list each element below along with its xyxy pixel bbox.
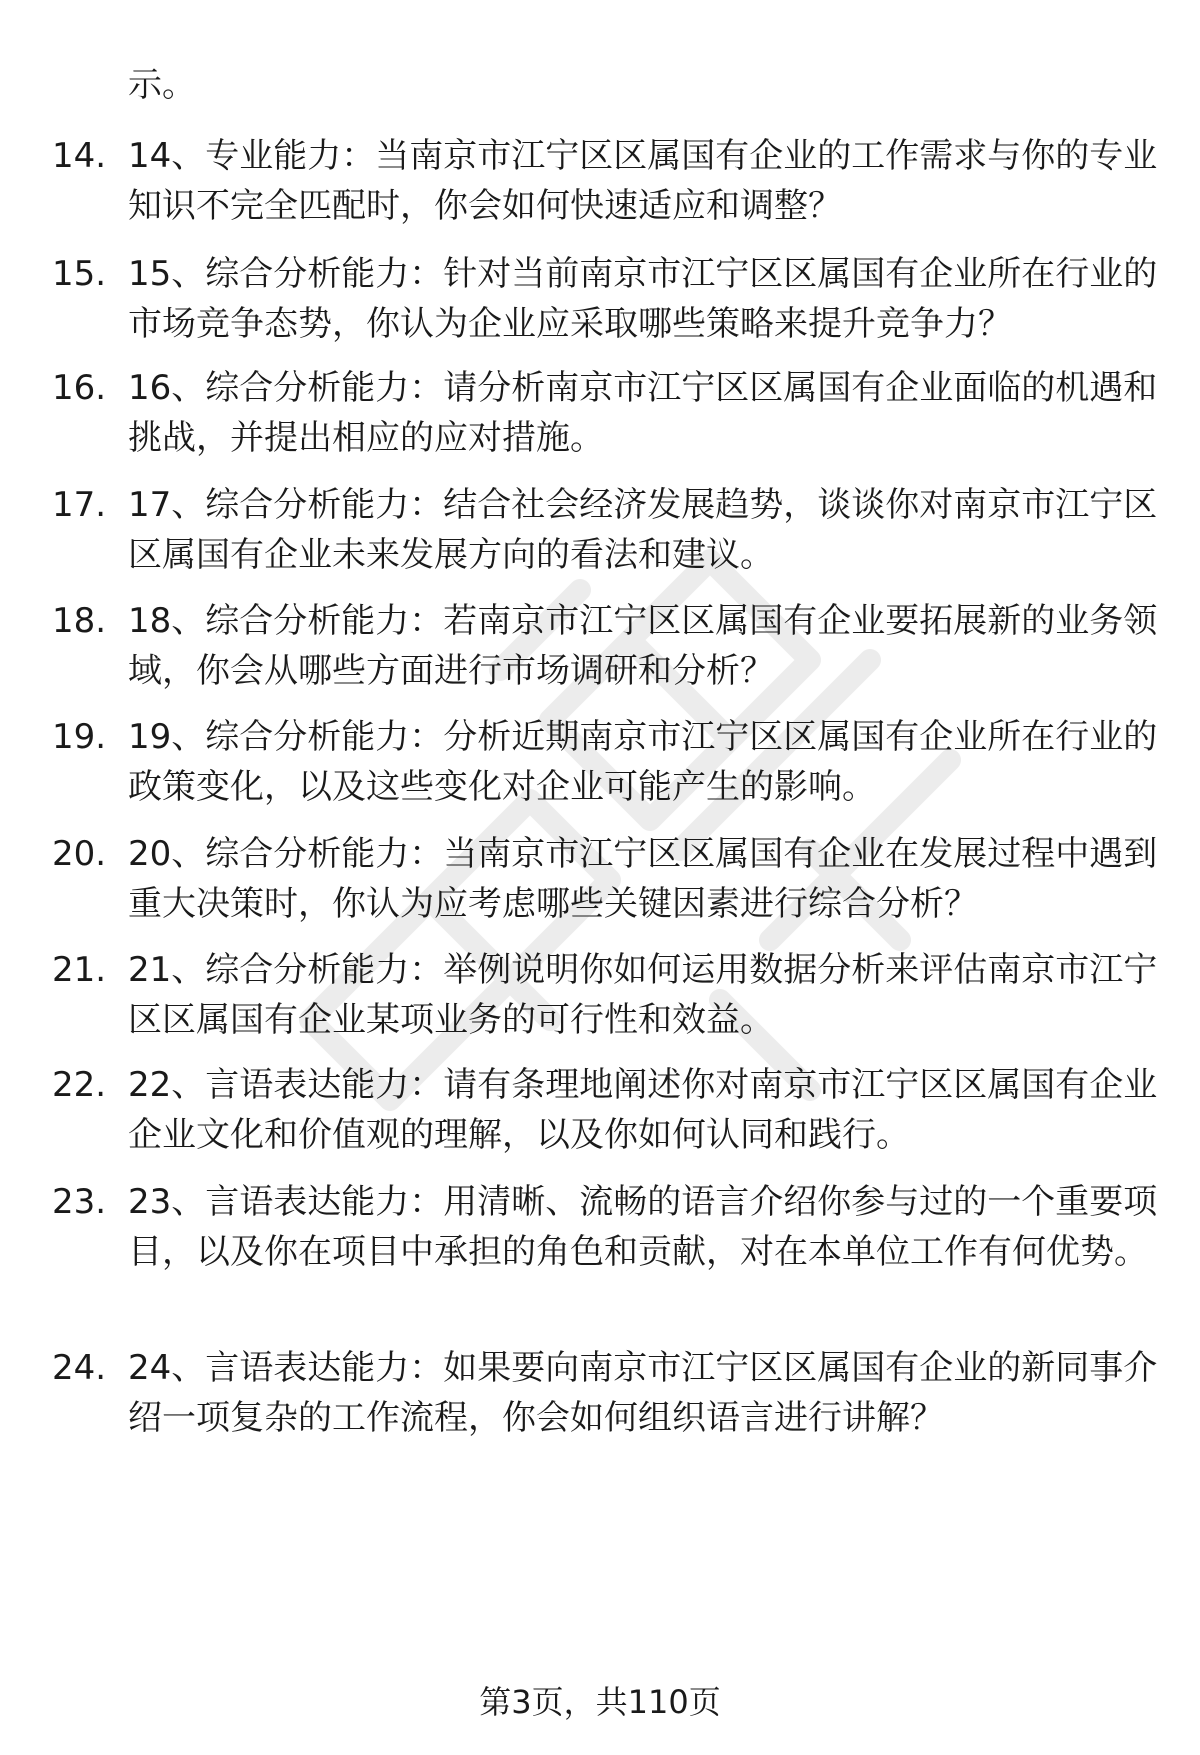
item-number: 15. [52, 254, 107, 294]
item-number: 23. [52, 1182, 107, 1222]
item-text: 17、综合分析能力：结合社会经济发展趋势，谈谈你对南京市江宁区区属国有企业未来发展方向的看法和建议。 [128, 485, 1158, 575]
list-item [52, 829, 1162, 929]
list-item [52, 712, 1162, 812]
item-number: 20. [52, 834, 107, 874]
item-text: 19、综合分析能力：分析近期南京市江宁区区属国有企业所在行业的政策变化，以及这些变化对企业可能产生的影响。 [128, 717, 1158, 807]
item-number: 22. [52, 1065, 107, 1105]
list-item [52, 363, 1162, 463]
list-item [52, 1177, 1162, 1277]
list-item [52, 596, 1162, 696]
list-item [52, 249, 1162, 349]
item-text: 24、言语表达能力：如果要向南京市江宁区区属国有企业的新同事介绍一项复杂的工作流程，你会如何组织语言进行讲解？ [128, 1348, 1158, 1438]
item-text: 20、综合分析能力：当南京市江宁区区属国有企业在发展过程中遇到重大决策时，你认为应考虑哪些关键因素进行综合分析？ [128, 834, 1158, 924]
continuation-text: 示。 [128, 65, 196, 105]
item-number: 18. [52, 601, 107, 641]
item-number: 14. [52, 136, 107, 176]
item-number: 16. [52, 368, 107, 408]
item-text: 18、综合分析能力：若南京市江宁区区属国有企业要拓展新的业务领域，你会从哪些方面进行市场调研和分析？ [128, 601, 1158, 691]
list-item [52, 131, 1162, 231]
list-item [52, 945, 1162, 1045]
item-number: 24. [52, 1348, 107, 1388]
item-text: 14、专业能力：当南京市江宁区区属国有企业的工作需求与你的专业知识不完全匹配时，你会如何快速适应和调整？ [128, 136, 1158, 226]
item-text: 15、综合分析能力：针对当前南京市江宁区区属国有企业所在行业的市场竞争态势，你认为企业应采取哪些策略来提升竞争力？ [128, 254, 1158, 344]
list-item [52, 480, 1162, 580]
item-text: 21、综合分析能力：举例说明你如何运用数据分析来评估南京市江宁区区属国有企业某项业务的可行性和效益。 [128, 950, 1158, 1040]
list-item [52, 1343, 1162, 1443]
page-footer: 第3页，共110页 [479, 1683, 721, 1721]
list-item [52, 1060, 1162, 1160]
item-text: 22、言语表达能力：请有条理地阐述你对南京市江宁区区属国有企业企业文化和价值观的理解，以及你如何认同和践行。 [128, 1065, 1158, 1155]
item-number: 19. [52, 717, 107, 757]
item-number: 21. [52, 950, 107, 990]
item-text: 23、言语表达能力：用清晰、流畅的语言介绍你参与过的一个重要项目，以及你在项目中承担的角色和贡献，对在本单位工作有何优势。 [128, 1182, 1158, 1272]
item-text: 16、综合分析能力：请分析南京市江宁区区属国有企业面临的机遇和挑战，并提出相应的应对措施。 [128, 368, 1158, 458]
item-number: 17. [52, 485, 107, 525]
